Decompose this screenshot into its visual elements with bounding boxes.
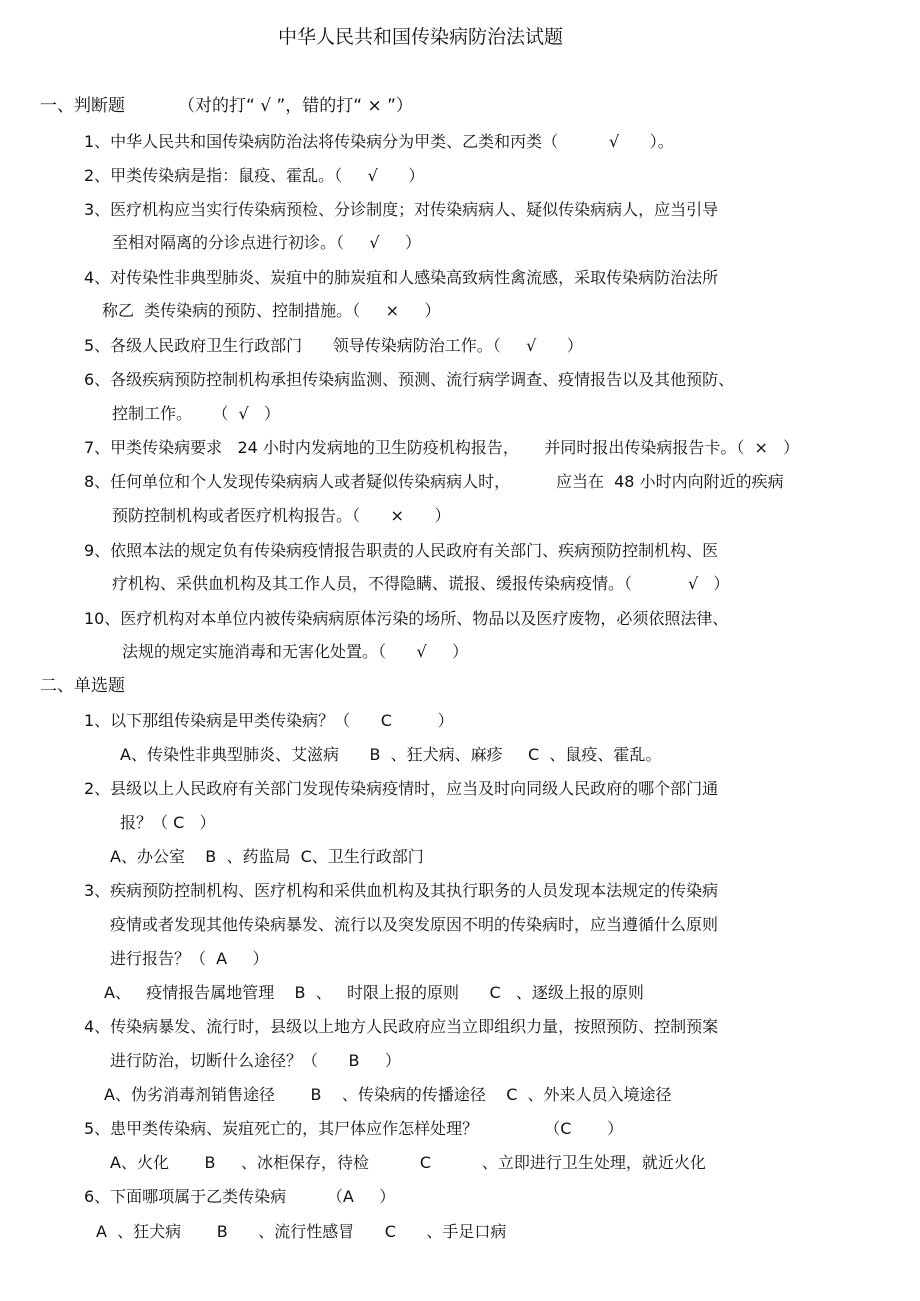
tf-question-3-line-2: 至相对隔离的分诊点进行初诊。（ √ ） (112, 233, 422, 252)
tf-question-4-line-2: 称乙 类传染病的预防、控制措施。（ × ） (102, 301, 441, 320)
mc-question-1: 1、以下那组传染病是甲类传染病？（ C ） (84, 711, 454, 730)
page-title: 中华人民共和国传染病防治法试题 (278, 26, 564, 48)
mc-question-6: 6、下面哪项属于乙类传染病 （A ） (84, 1187, 396, 1206)
mc-question-5: 5、患甲类传染病、炭疽死亡的，其尸体应作怎样处理？ （C ） (84, 1119, 624, 1138)
mc-question-1-options: A、传染性非典型肺炎、艾滋病 B 、狂犬病、麻疹 C 、鼠疫、霍乱。 (120, 745, 662, 764)
tf-question-10-line-1: 10、医疗机构对本单位内被传染病病原体污染的场所、物品以及医疗废物，必须依照法律、 (84, 609, 729, 628)
tf-question-2: 2、甲类传染病是指：鼠疫、霍乱。（ √ ） (84, 166, 425, 185)
tf-question-9-line-2: 疗机构、采供血机构及其工作人员，不得隐瞒、谎报、缓报传染病疫情。（ √ ） (112, 574, 730, 593)
tf-question-6-line-2: 控制工作。 （ √ ） (112, 404, 280, 423)
tf-question-8-line-1: 8、任何单位和个人发现传染病病人或者疑似传染病病人时， 应当在 48 小时内向附近的疾病 (84, 472, 784, 491)
tf-question-8-line-2: 预防控制机构或者医疗机构报告。（ × ） (112, 506, 451, 525)
section-2-heading: 二、单选题 (40, 676, 125, 696)
tf-question-7: 7、甲类传染病要求 24 小时内发病地的卫生防疫机构报告， 并同时报出传染病报告卡。（ × ） (84, 438, 800, 457)
mc-question-4-options: A、伪劣消毒剂销售途径 B 、传染病的传播途径 C 、外来人员入境途径 (104, 1085, 672, 1104)
tf-question-1: 1、中华人民共和国传染病防治法将传染病分为甲类、乙类和丙类（ √ ）。 (84, 132, 674, 151)
tf-question-5: 5、各级人民政府卫生行政部门 领导传染病防治工作。（ √ ） (84, 336, 583, 355)
mc-question-6-options: A 、狂犬病 B 、流行性感冒 C 、手足口病 (96, 1222, 507, 1241)
tf-question-10-line-2: 法规的规定实施消毒和无害化处置。（ √ ） (122, 642, 469, 661)
tf-question-4-line-1: 4、对传染性非典型肺炎、炭疽中的肺炭疽和人感染高致病性禽流感，采取传染病防治法所 (84, 268, 719, 287)
mc-question-2-options: A、办公室 B 、药监局 C、卫生行政部门 (110, 847, 424, 866)
section-1-instruction: （对的打“ √ ”，错的打“ × ”） (178, 96, 413, 116)
tf-question-9-line-1: 9、依照本法的规定负有传染病疫情报告职责的人民政府有关部门、疾病预防控制机构、医 (84, 541, 719, 560)
mc-question-4-line-1: 4、传染病暴发、流行时，县级以上地方人民政府应当立即组织力量，按照预防、控制预案 (84, 1017, 719, 1036)
mc-question-2-line-1: 2、县级以上人民政府有关部门发现传染病疫情时，应当及时向同级人民政府的哪个部门通 (84, 779, 719, 798)
mc-question-3-line-3: 进行报告？（ A ） (110, 949, 269, 968)
mc-question-3-options: A、 疫情报告属地管理 B 、 时限上报的原则 C 、逐级上报的原则 (104, 983, 644, 1002)
mc-question-3-line-2: 疫情或者发现其他传染病暴发、流行以及突发原因不明的传染病时，应当遵循什么原则 (110, 915, 719, 934)
tf-question-3-line-1: 3、医疗机构应当实行传染病预检、分诊制度；对传染病病人、疑似传染病病人，应当引导 (84, 200, 719, 219)
mc-question-3-line-1: 3、疾病预防控制机构、医疗机构和采供血机构及其执行职务的人员发现本法规定的传染病 (84, 881, 719, 900)
mc-question-2-line-2: 报？（ C ） (120, 813, 216, 832)
mc-question-5-options: A、火化 B 、冰柜保存，待检 C 、立即进行卫生处理，就近火化 (110, 1153, 706, 1172)
section-1-heading: 一、判断题 (40, 96, 125, 116)
tf-question-6-line-1: 6、各级疾病预防控制机构承担传染病监测、预测、流行病学调查、疫情报告以及其他预防、 (84, 370, 735, 389)
mc-question-4-line-2: 进行防治，切断什么途径？（ B ） (110, 1051, 401, 1070)
